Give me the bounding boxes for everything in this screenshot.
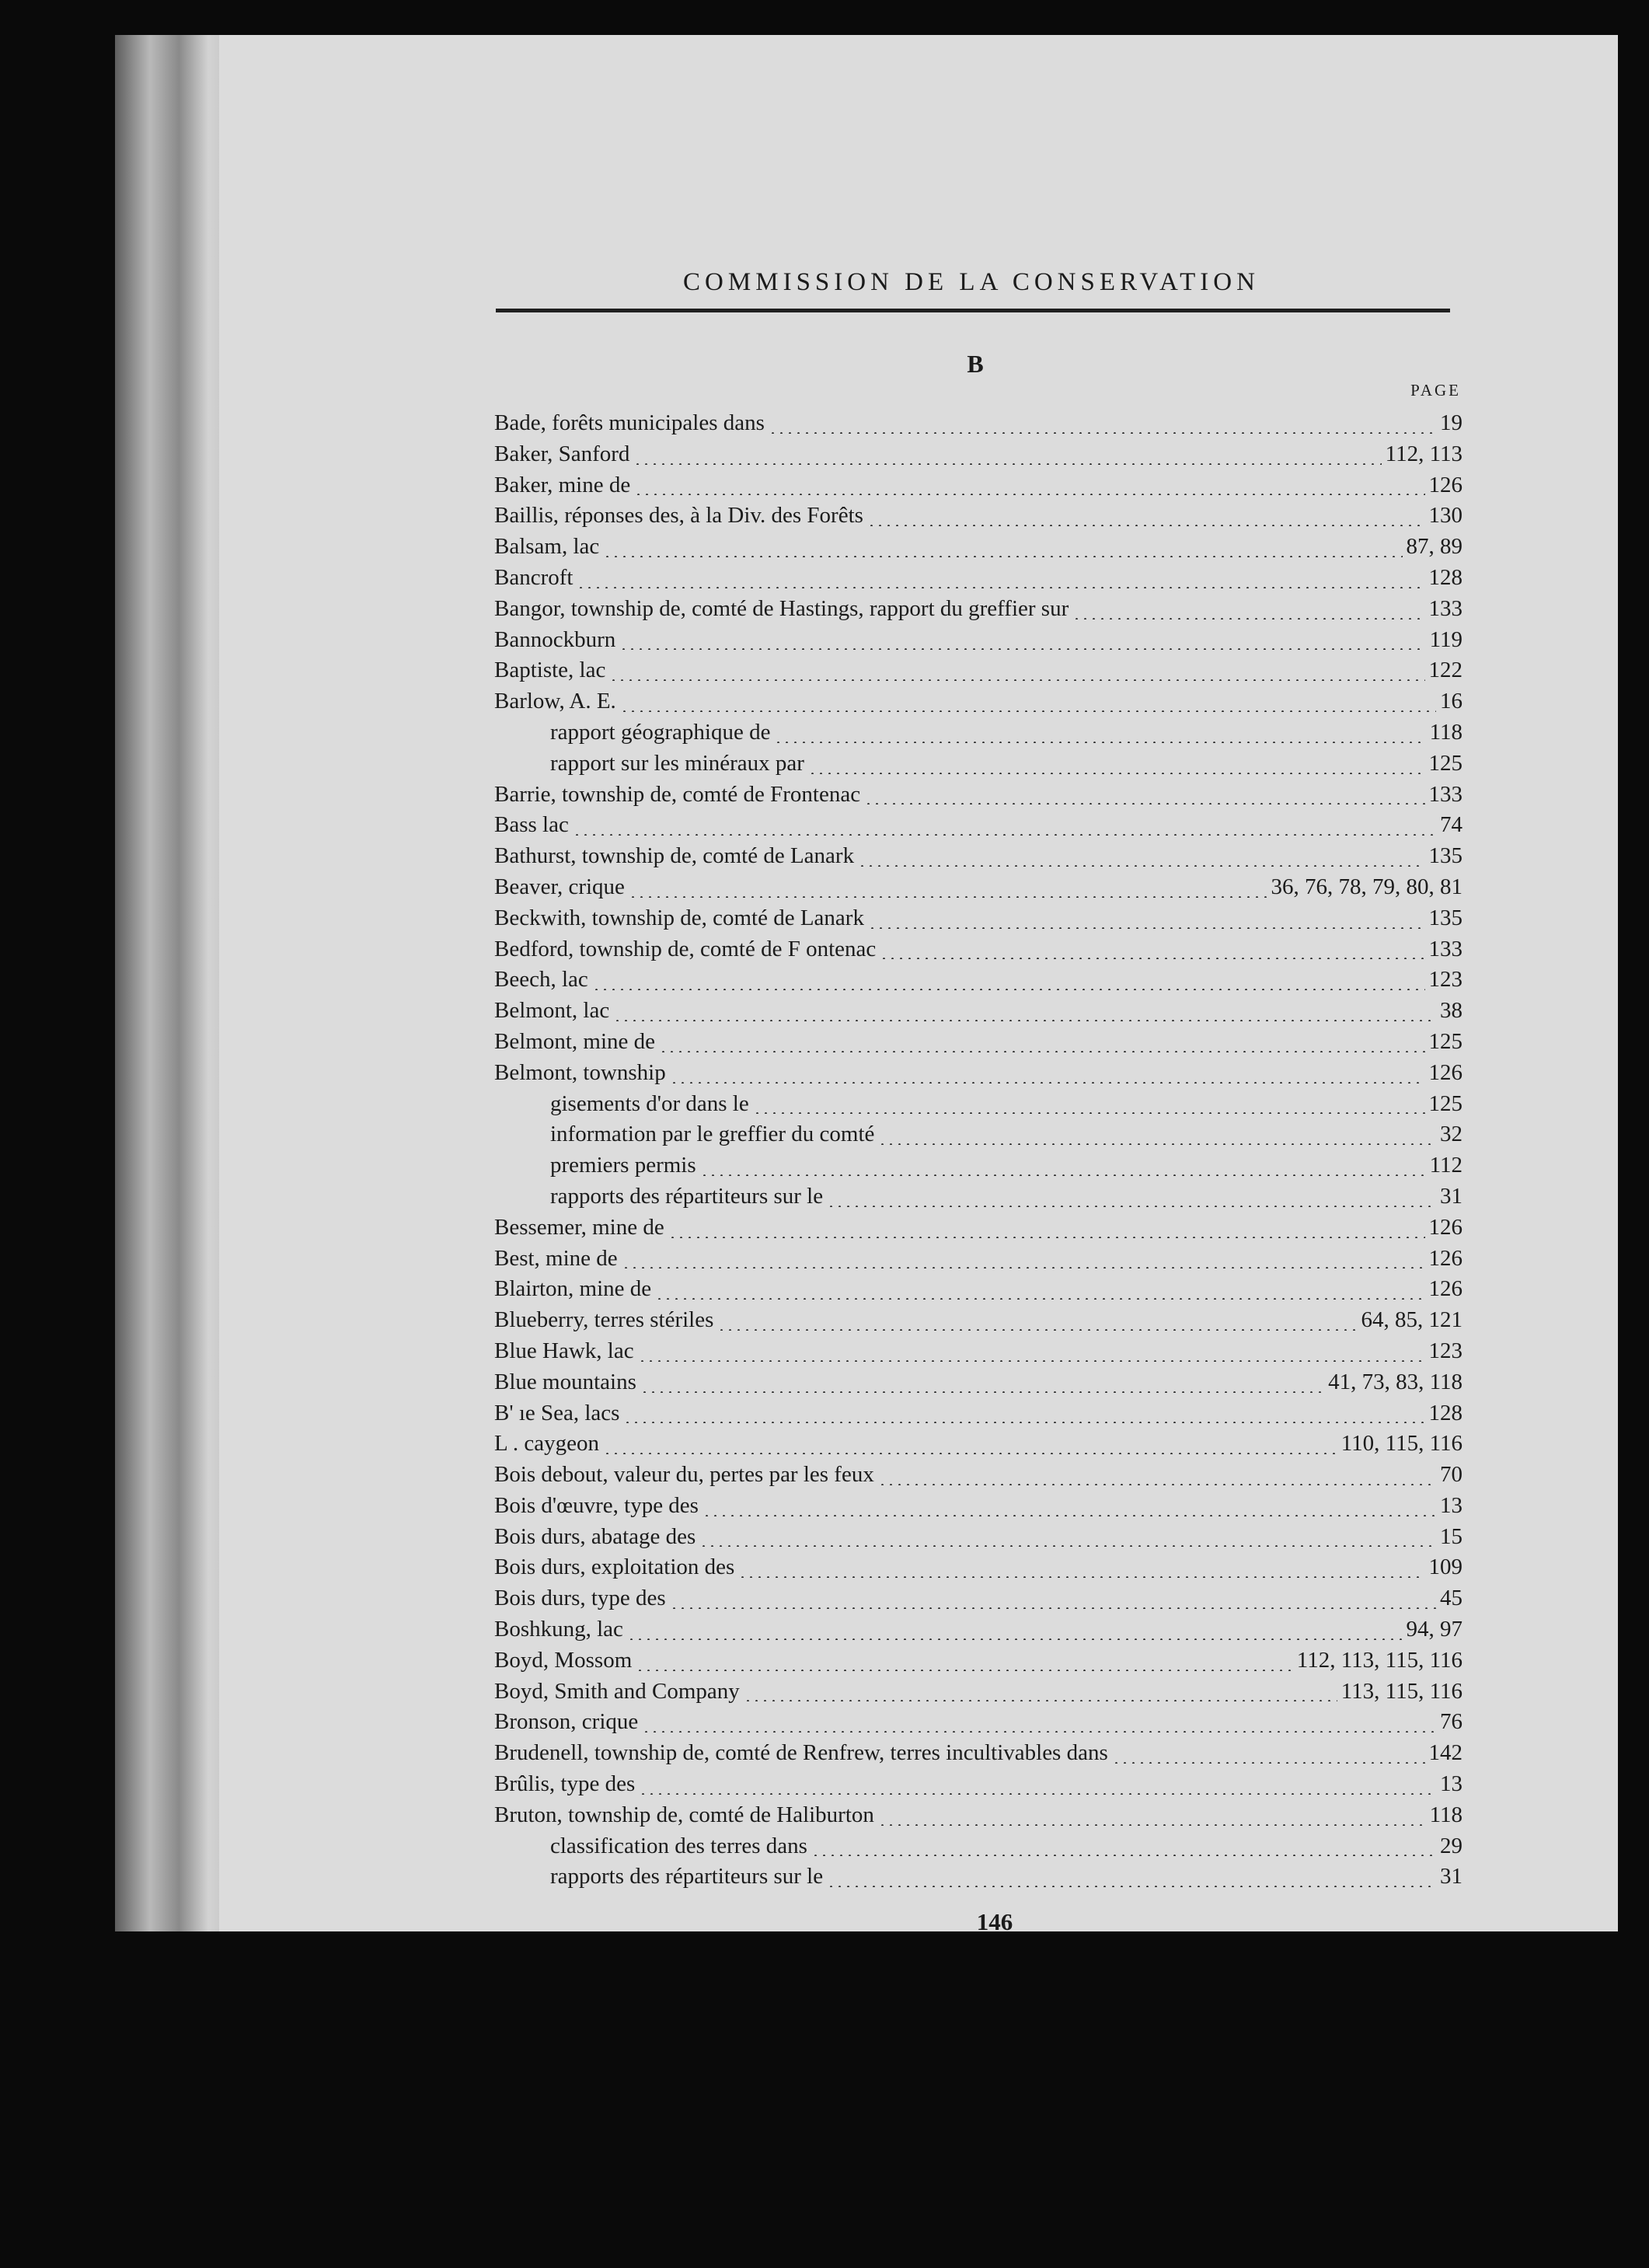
dot-leader bbox=[867, 525, 1425, 526]
entry-label: L . caygeon bbox=[494, 1431, 600, 1457]
entry-label: Bangor, township de, comté de Hastings, rapport du greffier sur bbox=[494, 595, 1069, 621]
entry-label: Bronson, crique bbox=[494, 1709, 639, 1735]
section-letter: B bbox=[967, 350, 984, 378]
index-entry bbox=[494, 1771, 1462, 1802]
entry-label: Blue mountains bbox=[494, 1369, 636, 1394]
index-entry bbox=[494, 1462, 1462, 1493]
entry-pages: 45 bbox=[1440, 1586, 1462, 1611]
entry-label: Baptiste, lac bbox=[494, 658, 606, 683]
entry-label: Brûlis, type des bbox=[494, 1771, 636, 1797]
entry-pages: 126 bbox=[1428, 472, 1462, 497]
entry-label: premiers permis bbox=[550, 1153, 696, 1178]
entry-pages: 13 bbox=[1440, 1492, 1462, 1518]
dot-leader bbox=[627, 1638, 1403, 1640]
entry-pages: 135 bbox=[1428, 905, 1462, 930]
entry-label: Boshkung, lac bbox=[494, 1617, 623, 1642]
dot-leader bbox=[655, 1298, 1424, 1300]
dot-leader bbox=[629, 896, 1267, 898]
index-entry bbox=[494, 1246, 1462, 1277]
index-entry bbox=[494, 1370, 1462, 1401]
entry-pages: 94, 97 bbox=[1406, 1617, 1462, 1642]
dot-leader bbox=[573, 834, 1436, 836]
entry-label: Boyd, Smith and Company bbox=[494, 1678, 740, 1704]
dot-leader bbox=[808, 773, 1425, 774]
entry-pages: 130 bbox=[1428, 503, 1462, 529]
dot-leader bbox=[622, 1267, 1425, 1268]
dot-leader bbox=[638, 1360, 1425, 1362]
index-entry bbox=[494, 1524, 1462, 1555]
entry-pages: 123 bbox=[1428, 1338, 1462, 1363]
dot-leader bbox=[1112, 1762, 1425, 1764]
entry-label: Bannockburn bbox=[494, 626, 616, 652]
entry-label: gisements d'or dans le bbox=[550, 1090, 749, 1116]
entry-pages: 41, 73, 83, 118 bbox=[1328, 1369, 1462, 1394]
header-rule bbox=[496, 309, 1450, 312]
entry-label: Blueberry, terres stériles bbox=[494, 1307, 714, 1333]
entry-pages: 126 bbox=[1428, 1214, 1462, 1240]
entry-label: Blairton, mine de bbox=[494, 1276, 652, 1302]
dot-leader bbox=[668, 1237, 1425, 1238]
entry-pages: 125 bbox=[1428, 1090, 1462, 1116]
entry-pages: 128 bbox=[1428, 564, 1462, 590]
index-entry bbox=[494, 1648, 1462, 1679]
index-entry bbox=[494, 689, 1462, 720]
entry-pages: 113, 115, 116 bbox=[1340, 1678, 1462, 1704]
entry-pages: 125 bbox=[1428, 750, 1462, 776]
entry-pages: 19 bbox=[1440, 410, 1462, 435]
entry-pages: 133 bbox=[1428, 595, 1462, 621]
dot-leader bbox=[774, 741, 1425, 743]
entry-pages: 126 bbox=[1428, 1059, 1462, 1085]
entry-label: rapport géographique de bbox=[550, 719, 771, 745]
dot-leader bbox=[577, 587, 1424, 588]
dot-leader bbox=[744, 1700, 1337, 1701]
index-entry bbox=[494, 534, 1462, 565]
index-subentry bbox=[494, 1834, 1462, 1865]
dot-leader bbox=[878, 1484, 1436, 1485]
dot-leader bbox=[769, 432, 1436, 434]
entry-label: Bois durs, abatage des bbox=[494, 1523, 696, 1549]
dot-leader bbox=[659, 1051, 1425, 1052]
entry-pages: 126 bbox=[1428, 1276, 1462, 1302]
entry-label: Barrie, township de, comté de Frontenac bbox=[494, 781, 861, 807]
entry-label: Belmont, mine de bbox=[494, 1028, 655, 1054]
index-entry bbox=[494, 874, 1462, 905]
entry-label: Baillis, réponses des, à la Div. des Forêts bbox=[494, 503, 863, 529]
index-entry bbox=[494, 1679, 1462, 1710]
dot-leader bbox=[603, 1453, 1337, 1454]
entry-pages: 133 bbox=[1428, 936, 1462, 961]
entry-pages: 31 bbox=[1440, 1183, 1462, 1209]
dot-leader bbox=[609, 679, 1424, 681]
entry-pages: 112, 113 bbox=[1385, 441, 1462, 466]
dot-leader bbox=[880, 958, 1424, 959]
entry-pages: 74 bbox=[1440, 812, 1462, 838]
index-entry bbox=[494, 658, 1462, 689]
dot-leader bbox=[1072, 618, 1424, 619]
index-entry bbox=[494, 565, 1462, 596]
entry-label: Beckwith, township de, comté de Lanark bbox=[494, 905, 864, 930]
index-entry bbox=[494, 1617, 1462, 1648]
entry-label: Bois durs, type des bbox=[494, 1586, 666, 1611]
dot-leader bbox=[753, 1112, 1425, 1114]
index-subentry bbox=[494, 720, 1462, 751]
entry-label: Beaver, crique bbox=[494, 874, 625, 899]
entry-label: Beech, lac bbox=[494, 967, 588, 993]
entry-label: rapports des répartiteurs sur le bbox=[550, 1183, 824, 1209]
dot-leader bbox=[620, 710, 1436, 712]
entry-label: rapport sur les minéraux par bbox=[550, 750, 804, 776]
dot-leader bbox=[700, 1174, 1426, 1176]
entry-label: Barlow, A. E. bbox=[494, 689, 616, 714]
entry-label: Boyd, Mossom bbox=[494, 1647, 633, 1673]
entry-pages: 87, 89 bbox=[1406, 534, 1462, 560]
index-entry bbox=[494, 596, 1462, 627]
entry-label: Baker, Sanford bbox=[494, 441, 630, 466]
entry-label: Bois durs, exploitation des bbox=[494, 1554, 735, 1580]
entry-label: Bancroft bbox=[494, 564, 573, 590]
index-entry bbox=[494, 1060, 1462, 1091]
index-entry bbox=[494, 1709, 1462, 1740]
index-list bbox=[494, 410, 1462, 1895]
page-column-label: PAGE bbox=[1410, 381, 1461, 400]
dot-leader bbox=[640, 1391, 1324, 1393]
entry-label: Baker, mine de bbox=[494, 472, 631, 497]
entry-label: Bessemer, mine de bbox=[494, 1214, 664, 1240]
entry-pages: 135 bbox=[1428, 843, 1462, 869]
entry-pages: 123 bbox=[1428, 967, 1462, 993]
entry-label: Bois d'œuvre, type des bbox=[494, 1492, 699, 1518]
dot-leader bbox=[603, 556, 1402, 557]
dot-leader bbox=[827, 1206, 1436, 1207]
dot-leader bbox=[811, 1855, 1436, 1856]
entry-pages: 126 bbox=[1428, 1245, 1462, 1271]
index-entry bbox=[494, 473, 1462, 504]
entry-label: B' ıe Sea, lacs bbox=[494, 1400, 620, 1425]
entry-label: Bass lac bbox=[494, 812, 569, 838]
index-entry bbox=[494, 441, 1462, 473]
entry-pages: 125 bbox=[1428, 1028, 1462, 1054]
dot-leader bbox=[619, 648, 1425, 650]
index-entry bbox=[494, 812, 1462, 843]
dot-leader bbox=[864, 803, 1424, 804]
index-subentry bbox=[494, 751, 1462, 782]
index-entry bbox=[494, 503, 1462, 534]
entry-pages: 29 bbox=[1440, 1833, 1462, 1858]
index-entry bbox=[494, 998, 1462, 1029]
entry-label: Bois debout, valeur du, pertes par les feux bbox=[494, 1462, 874, 1488]
entry-pages: 109 bbox=[1428, 1554, 1462, 1580]
dot-leader bbox=[702, 1515, 1436, 1516]
dot-leader bbox=[623, 1422, 1424, 1423]
index-entry bbox=[494, 1554, 1462, 1586]
index-entry bbox=[494, 1215, 1462, 1246]
index-subentry bbox=[494, 1091, 1462, 1122]
entry-label: Best, mine de bbox=[494, 1245, 618, 1271]
entry-label: rapports des répartiteurs sur le bbox=[550, 1864, 824, 1889]
entry-pages: 31 bbox=[1440, 1864, 1462, 1889]
entry-label: Brudenell, township de, comté de Renfrew, terres incultivables dans bbox=[494, 1740, 1108, 1766]
entry-label: information par le greffier du comté bbox=[550, 1122, 875, 1147]
entry-pages: 112 bbox=[1429, 1153, 1462, 1178]
dot-leader bbox=[592, 989, 1425, 990]
index-entry bbox=[494, 1338, 1462, 1370]
dot-leader bbox=[642, 1731, 1436, 1732]
index-entry bbox=[494, 627, 1462, 658]
index-entry bbox=[494, 1431, 1462, 1462]
entry-label: Balsam, lac bbox=[494, 534, 600, 560]
entry-pages: 38 bbox=[1440, 998, 1462, 1024]
entry-pages: 118 bbox=[1429, 719, 1462, 745]
dot-leader bbox=[634, 494, 1424, 495]
index-entry bbox=[494, 843, 1462, 874]
dot-leader bbox=[868, 927, 1425, 929]
dot-leader bbox=[639, 1793, 1436, 1795]
entry-pages: 15 bbox=[1440, 1523, 1462, 1549]
index-entry bbox=[494, 1401, 1462, 1432]
running-head: COMMISSION DE LA CONSERVATION bbox=[683, 268, 1260, 296]
entry-pages: 112, 113, 115, 116 bbox=[1296, 1647, 1462, 1673]
index-entry bbox=[494, 905, 1462, 937]
dot-leader bbox=[636, 1670, 1293, 1671]
entry-label: Bade, forêts municipales dans bbox=[494, 410, 765, 435]
index-entry bbox=[494, 967, 1462, 998]
index-entry bbox=[494, 410, 1462, 441]
index-entry bbox=[494, 1029, 1462, 1060]
entry-pages: 70 bbox=[1440, 1462, 1462, 1488]
entry-label: Belmont, lac bbox=[494, 998, 610, 1024]
entry-pages: 142 bbox=[1428, 1740, 1462, 1766]
index-entry bbox=[494, 1802, 1462, 1834]
index-subentry bbox=[494, 1122, 1462, 1153]
index-subentry bbox=[494, 1153, 1462, 1184]
index-entry bbox=[494, 1493, 1462, 1524]
index-entry bbox=[494, 937, 1462, 968]
dot-leader bbox=[878, 1143, 1436, 1145]
dot-leader bbox=[613, 1020, 1436, 1021]
entry-pages: 76 bbox=[1440, 1709, 1462, 1735]
page-number: 146 bbox=[976, 1908, 1013, 1935]
index-subentry bbox=[494, 1184, 1462, 1215]
dot-leader bbox=[827, 1886, 1436, 1887]
entry-label: Bruton, township de, comté de Haliburton bbox=[494, 1802, 874, 1827]
book-page-edges bbox=[115, 35, 232, 1931]
dot-leader bbox=[878, 1824, 1426, 1826]
entry-pages: 118 bbox=[1429, 1802, 1462, 1827]
index-entry bbox=[494, 782, 1462, 813]
entry-pages: 119 bbox=[1429, 626, 1462, 652]
entry-label: Bathurst, township de, comté de Lanark bbox=[494, 843, 855, 869]
dot-leader bbox=[633, 463, 1381, 465]
index-entry bbox=[494, 1740, 1462, 1771]
entry-pages: 36, 76, 78, 79, 80, 81 bbox=[1271, 874, 1462, 899]
entry-pages: 133 bbox=[1428, 781, 1462, 807]
index-entry bbox=[494, 1307, 1462, 1338]
entry-pages: 16 bbox=[1440, 689, 1462, 714]
entry-pages: 128 bbox=[1428, 1400, 1462, 1425]
entry-pages: 13 bbox=[1440, 1771, 1462, 1797]
entry-label: Blue Hawk, lac bbox=[494, 1338, 634, 1363]
entry-pages: 64, 85, 121 bbox=[1361, 1307, 1462, 1333]
dot-leader bbox=[717, 1329, 1357, 1331]
entry-pages: 110, 115, 116 bbox=[1340, 1431, 1462, 1457]
entry-label: classification des terres dans bbox=[550, 1833, 807, 1858]
dot-leader bbox=[699, 1545, 1436, 1547]
index-entry bbox=[494, 1586, 1462, 1617]
entry-label: Belmont, township bbox=[494, 1059, 666, 1085]
entry-label: Bedford, township de, comté de F ontenac bbox=[494, 936, 877, 961]
dot-leader bbox=[670, 1607, 1436, 1609]
index-subentry bbox=[494, 1864, 1462, 1895]
index-entry bbox=[494, 1276, 1462, 1307]
entry-pages: 122 bbox=[1428, 658, 1462, 683]
dot-leader bbox=[738, 1576, 1424, 1578]
dot-leader bbox=[670, 1082, 1425, 1083]
dot-leader bbox=[858, 865, 1424, 867]
entry-pages: 32 bbox=[1440, 1122, 1462, 1147]
